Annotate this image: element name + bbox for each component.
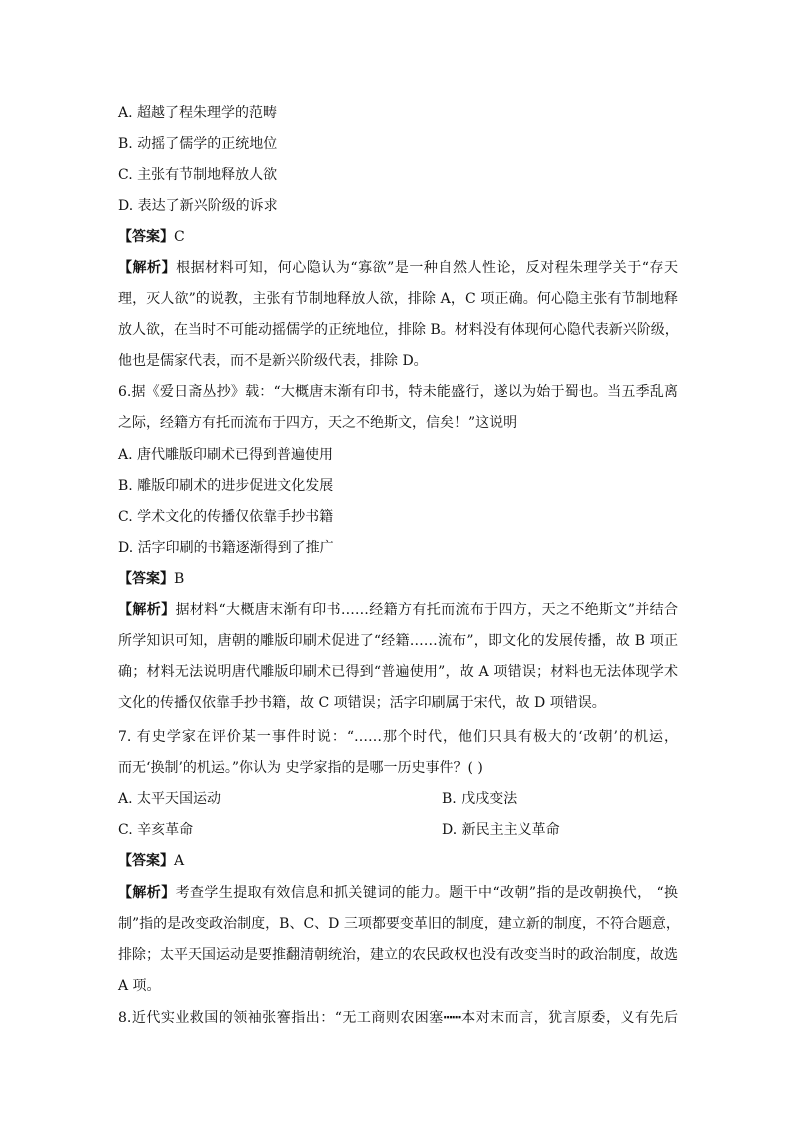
q6-option-b: B. 雕版印刷术的进步促进文化发展 [118, 478, 334, 494]
q6-answer-value: B [174, 571, 185, 587]
q7-analysis-line-1 [118, 884, 678, 902]
q5-option-d: D. 表达了新兴阶级的诉求 [118, 198, 278, 214]
q6-analysis-line-3: 确；材料无法说明唐代雕版印刷术已得到“普遍使用”，故 A 项错误；材料也无法体现学术 [118, 664, 678, 680]
q7-option-c: C. 辛亥革命 [118, 822, 194, 838]
q5-answer [118, 228, 678, 246]
q6-analysis-line-4: 文化的传播仅依靠手抄书籍，故 C 项错误；活字印刷属于宋代，故 D 项错误。 [118, 695, 606, 711]
q5-analysis-line-3: 放人欲，在当时不可能动摇儒学的正统地位，排除 B。材料没有体现何心隐代表新兴阶级， [118, 322, 679, 338]
q6-analysis-line-1 [118, 601, 678, 619]
q7-option-b: B. 戊戌变法 [442, 791, 518, 807]
q7-analysis-line-3: 排除；太平天国运动是要推翻清朝统治，建立的农民政权也没有改变当时的政治制度，故选 [118, 947, 678, 963]
q5-option-c: C. 主张有节制地释放人欲 [118, 167, 278, 183]
q5-analysis-text-1: 根据材料可知，何心隐认为“寡欲”是一种自然人性论，反对程朱理学关于“存天 [176, 260, 678, 276]
q6-option-c: C. 学术文化的传播仅依靠手抄书籍 [118, 509, 334, 525]
q5-option-b: B. 动摇了儒学的正统地位 [118, 136, 278, 152]
q7-option-d: D. 新民主主义革命 [442, 822, 560, 838]
q6-analysis-text-1: 据材料“大概唐末渐有印书……经籍方有托而流布于四方，天之不绝斯文”并结合 [175, 602, 679, 618]
q5-analysis-line-4: 他也是儒家代表，而不是新兴阶级代表，排除 D。 [118, 353, 428, 369]
q6-answer [118, 570, 678, 588]
q6-option-d: D. 活字印刷的书籍逐渐得到了推广 [118, 540, 334, 556]
q5-option-a: A. 超越了程朱理学的范畴 [118, 105, 278, 121]
q5-analysis-line-1 [118, 259, 678, 277]
q7-analysis-line-2: 制”指的是改变政治制度，B、C、D 三项都要变革旧的制度，建立新的制度，不符合题意， [118, 916, 680, 932]
q7-analysis-tag: 【解析】 [118, 885, 176, 901]
q7-analysis-text-1: 考查学生提取有效信息和抓关键词的能力。题干中“改朝”指的是改朝换代， “换 [175, 885, 678, 901]
q7-analysis-line-4: A 项。 [118, 978, 161, 994]
q8-stem-line-1: 8.近代实业救国的领袖张謇指出：“无工商则农困塞┅┅本对末而言，犹言原委，义有先后 [118, 1010, 678, 1026]
q7-answer [118, 852, 678, 870]
q6-analysis-line-2: 所学知识可知，唐朝的雕版印刷术促进了“经籍……流布”，即文化的发展传播，故 B 项正 [118, 633, 678, 649]
q7-stem-line-2: 而无‘换制’的机运。”你认为 史学家指的是哪一历史事件？( ) [118, 760, 483, 776]
q5-answer-tag: 【答案】 [118, 229, 174, 245]
q7-answer-tag: 【答案】 [118, 853, 174, 869]
q7-answer-value: A [174, 853, 185, 869]
q5-analysis-tag: 【解析】 [118, 260, 177, 276]
q6-answer-tag: 【答案】 [118, 571, 174, 587]
q6-stem-line-1: 6.据《爱日斋丛抄》载：“大概唐末渐有印书，特未能盛行，遂以为始于蜀也。当五季乱离 [118, 384, 678, 400]
q6-analysis-tag: 【解析】 [118, 602, 176, 618]
q6-stem-line-2: 之际，经籍方有托而流布于四方，天之不绝斯文，信矣！”这说明 [118, 415, 518, 431]
q7-option-a: A. 太平天国运动 [118, 791, 222, 807]
q5-analysis-line-2: 理，灭人欲”的说教，主张有节制地释放人欲，排除 A，C 项正确。何心隐主张有节制地释 [118, 291, 678, 307]
q6-option-a: A. 唐代雕版印刷术已得到普遍使用 [118, 447, 334, 463]
q5-answer-value: C [174, 229, 185, 245]
q7-stem-line-1: 7. 有史学家在评价某一事件时说：“……那个时代，他们只具有极大的‘改朝’的机运， [118, 729, 678, 745]
